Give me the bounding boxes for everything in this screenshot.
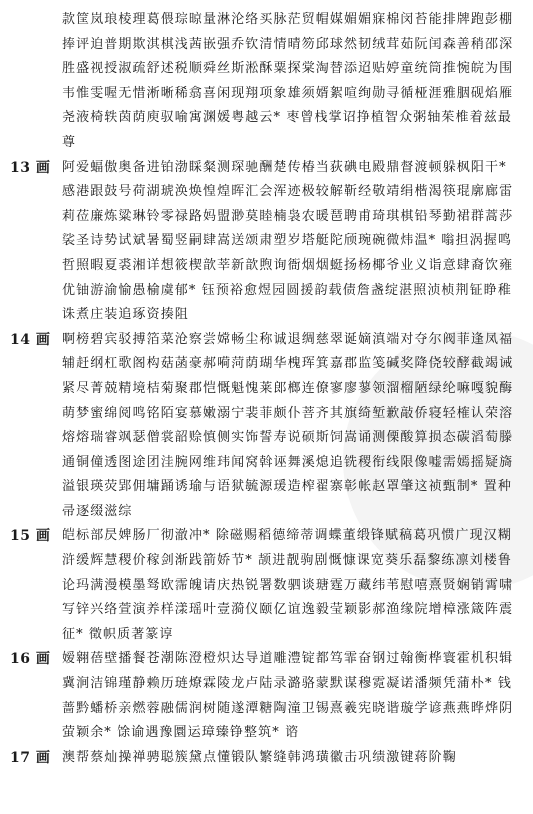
stroke-count-label: 15 画 (10, 528, 51, 545)
stroke-block-13 (10, 156, 523, 328)
stroke-block-16 (10, 647, 523, 745)
stroke-block-continued (10, 8, 523, 156)
stroke-count-label: 14 画 (10, 331, 51, 348)
character-list: 嫒翱蓓壁播餐苍潮陈澄橙炽达导道雕澧锭都笃霏奋钢过翰衡桦寰霍机积辑冀涧洁锦瑾静赖历琏燎霖陵龙卢陆录潞骆蒙默谋穆霓凝诺潘频凭蒲朴* 钱蔷黔蟠桥亲燃蓉融儒润树随遂潭糖陶潼卫锡熹羲宪晓谐璇学谚燕燕晔烨阴萤颖余* 馀谕遇豫圜运璋臻铮整筑* 谘 (62, 651, 514, 741)
stroke-block-14 (10, 328, 523, 525)
character-list: 啊榜碧宾驳搏箔菜沧察尝嫦畅尘称诚退绸慈翠诞嫡滇端对夺尔阀菲逢凤福辅赶纲杠歌阁构菇菡豪郝嗬菏荫瑚华槐珲箕嘉郡监笺碱奖降侥较酵截竭诫紧尽菁兢精境桔菊聚郡恺慨魁愧莱郎榔连僚寥廖蓼领溜榴陋绿纶嘛嘎貌酶萌梦蜜绵阅鸣铭陌宴慕嫩溺宁裴菲颇仆菩齐其旗绮堑歉敲侨寝轻榷认荣溶熔熔瑞睿飒瑟僧裳韶赊慎侧实饰誓寿说硕斯饲嵩诵测傈酸算损态碳滔萄滕通铜僮透图途团洼腕网维玮闻窝斡诬舞溪熄追铣稷衔线限像嘘需嫣摇疑旖溢银瑛荧郢佣墉踊诱瑜与语狱毓源瑗造榨翟寨彰帐赵罩肇这祯甄制* 置种帚逐缀滋综 (62, 331, 514, 519)
stroke-count-label: 16 画 (10, 651, 51, 668)
character-list: 款筐岚琅棱理葛偎琮晾量淋沦络买脉茫贸帽媒媚媚寐棉闵苔能排牌跑彭棚捧评迫普期欺淇棋浅茜嵌强乔钦清情晴笏邱球然韧绒茸茹阮闰森善稍邵深胜盛视授淑疏舒述税顺舜丝斯淞酥粟探棠淘替添迢贴婷童统筒推惋皖为围韦惟雯喔无惜淅晰稀翕喜闲现翔项象雄须婿絮喧绚勋寻循桠涯雅胭砚焰雁尧液椅轶茵荫庾驭喻寓渊媛粤越云* 枣曾栈掌诏挣植智众粥轴茱椎着兹最尊 (62, 12, 514, 150)
character-list: 阿爱蝠傲奥备进铂渤睬粲测琛驰酬楚传椿当荻碘电殿鼎督渡顿躲枫阳干* 感港跟鼓号荷湖琥涣焕惶煌晖汇会浑迹极较解靳经敬靖绢楷渴筷琨廓廊雷莉莅廉炼粱琳铃零禄路妈盟渺莫睦楠袅农暖琶聘甫琦琪棋铅琴勤裙群蒿莎裟圣诗势试斌暑蜀竖嗣肆嵩送颂肃塑岁塔艇陀颀琬碗微炜温* 嗡担涡握鸣哲照暇夏裘湘详想筱楔歆莘新歆煦询衙烟烟蜓扬杨椰爷业义诣意肆裔饮雍优铀游渝愉愚榆虞郁* 钰预裕愈煜园圆援韵载债詹盏绽湛照浈桢荆钲睁稚诛煮庄装追琢资揍阻 (62, 159, 514, 323)
stroke-count-label (10, 8, 62, 156)
stroke-block-17 (10, 746, 523, 771)
stroke-count-label: 17 画 (10, 749, 51, 766)
character-list: 皑标部昃婢肠厂彻澈冲* 除磁赐稻德缔蒂调蝶董缎锋赋稿葛巩惯广现汉糊浒缓辉慧稷价稼剑渐践箭娇节* 颉进靓驹剧慨慷课宽葵乐磊黎练凛刘楼鲁论玛满漫模墨驽欧霈魄请庆热锐署数驷谈瑭霆万藏纬苇慰嘻熹贤娴销霄啸写锌兴络萱演养样漾瑶叶壹漪仪颐亿谊逸毅莹颖影郝渔缘院增樟涨箴阵震征* 徵帜质著篆谆 (62, 528, 514, 642)
stroke-block-15 (10, 524, 523, 647)
stroke-count-label: 13 画 (10, 159, 51, 176)
character-list: 澳帮蔡灿操禅骋聪簇黛点懂锻队繁缝韩鸿璜徽击巩绩激键蒋阶鞠 (62, 749, 457, 765)
